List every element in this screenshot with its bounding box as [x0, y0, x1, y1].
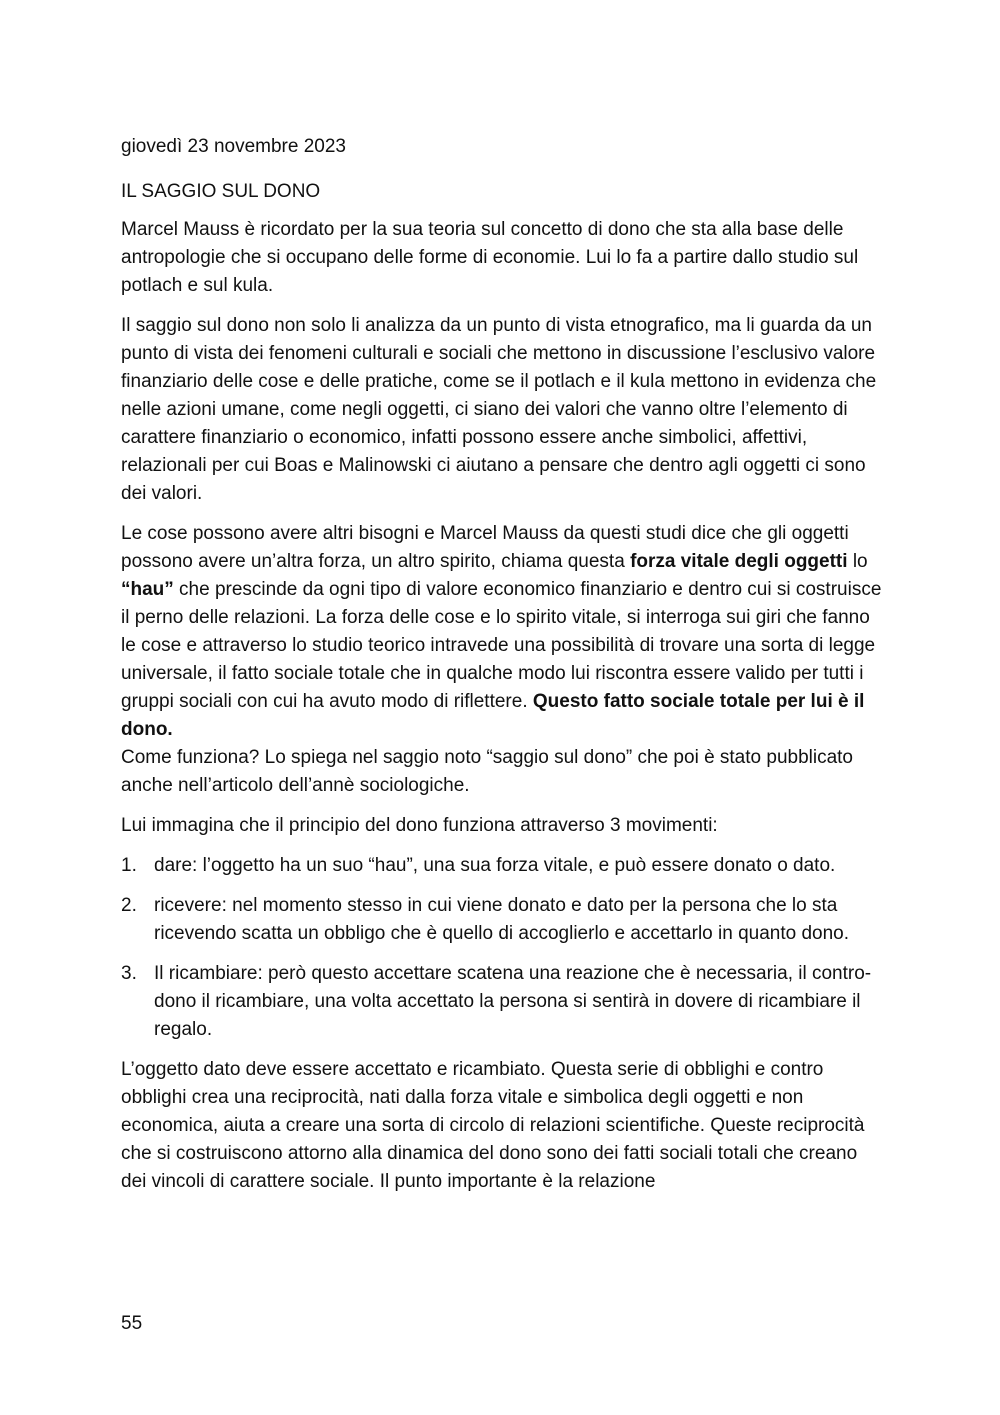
paragraph-1: Marcel Mauss è ricordato per la sua teoria sul concetto di dono che sta alla base delle antropologie che si occupano delle forme di economie. Lui lo fa a partire dallo studio sul potlach e sul kula.: [121, 219, 859, 296]
list-item: [121, 852, 882, 880]
paragraph-5: L’oggetto dato deve essere accettato e ricambiato. Questa serie di obblighi e contro obblighi crea una reciprocità, nati dalla forza vitale e simbolica degli oggetti e non economica, aiuta a creare una sorta di circolo di relazioni scientifiche. Queste reciprocità che si costruiscono attorno alla dinamica del dono sono dei fatti sociali totali che creano dei vincoli di carattere sociale. Il punto importante è la relazione: [121, 1059, 865, 1192]
paragraph-3-text-e: Come funziona? Lo spiega nel saggio noto “saggio sul dono” che poi è stato pubblicato anche nell’articolo dell’annè sociologiche.: [121, 747, 854, 796]
list-item: [121, 892, 882, 948]
paragraph-3-text-d: che prescinde da ogni tipo di valore economico finanziario e dentro cui si costruisce il perno delle relazioni. La forza delle cose e lo spirito vitale, si interroga sui giri che fanno le cose e attraverso lo studio teorico intravede una possibilità di trovare una sorta di legge universale, il fatto sociale totale che in qualche modo lui riscontra essere valido per tutti i gruppi sociali con cui ha avuto modo di riflettere.: [121, 579, 882, 712]
list-text: ricevere: nel momento stesso in cui viene donato e dato per la persona che lo sta ricevendo scatta un obbligo che è quello di accoglierlo e accettarlo in quanto dono.: [154, 895, 850, 944]
paragraph-3-text-c: lo: [847, 551, 868, 572]
paragraph-4: Lui immagina che il principio del dono funziona attraverso 3 movimenti:: [121, 815, 718, 836]
list-number: 2.: [121, 895, 137, 916]
section-heading: IL SAGGIO SUL DONO: [121, 181, 321, 202]
movements-list: [121, 852, 882, 1044]
paragraph-2: Il saggio sul dono non solo li analizza da un punto di vista etnografico, ma li guarda da un punto di vista dei fenomeni culturali e sociali che mettono in discussione l’esclusivo valore finanziario delle cose e delle pratiche, come se il potlach e il kula mettono in evidenza che nelle azioni umane, come negli oggetti, ci siano dei valori che vanno oltre l’elemento di carattere finanziario o economico, infatti possono essere anche simbolici, affettivi, relazionali per cui Boas e Malinowski ci aiutano a pensare che dentro agli oggetti ci sono dei valori.: [121, 315, 877, 504]
paragraph-3-text-a: Le cose possono avere altri bisogni e Marcel Mauss da questi studi dice che gli oggetti possono avere un’altra forza, un altro spirito, chiama questa: [121, 523, 849, 572]
page-date: giovedì 23 novembre 2023: [121, 136, 346, 157]
list-number: 1.: [121, 855, 137, 876]
list-text: dare: l’oggetto ha un suo “hau”, una sua forza vitale, e può essere donato o dato.: [154, 855, 836, 876]
list-item: [121, 960, 882, 1044]
list-number: 3.: [121, 963, 137, 984]
bold-fatto-sociale: Questo fatto sociale totale per lui è il dono.: [121, 691, 865, 740]
page-number: 55: [121, 1313, 143, 1334]
paragraph-3: [121, 520, 882, 800]
list-text: Il ricambiare: però questo accettare scatena una reazione che è necessaria, il contro-dono il ricambiare, una volta accettato la persona si sentirà in dovere di ricambiare il regalo.: [154, 963, 872, 1040]
bold-hau: “hau”: [121, 579, 174, 600]
bold-forza-vitale: forza vitale degli oggetti: [630, 551, 848, 572]
